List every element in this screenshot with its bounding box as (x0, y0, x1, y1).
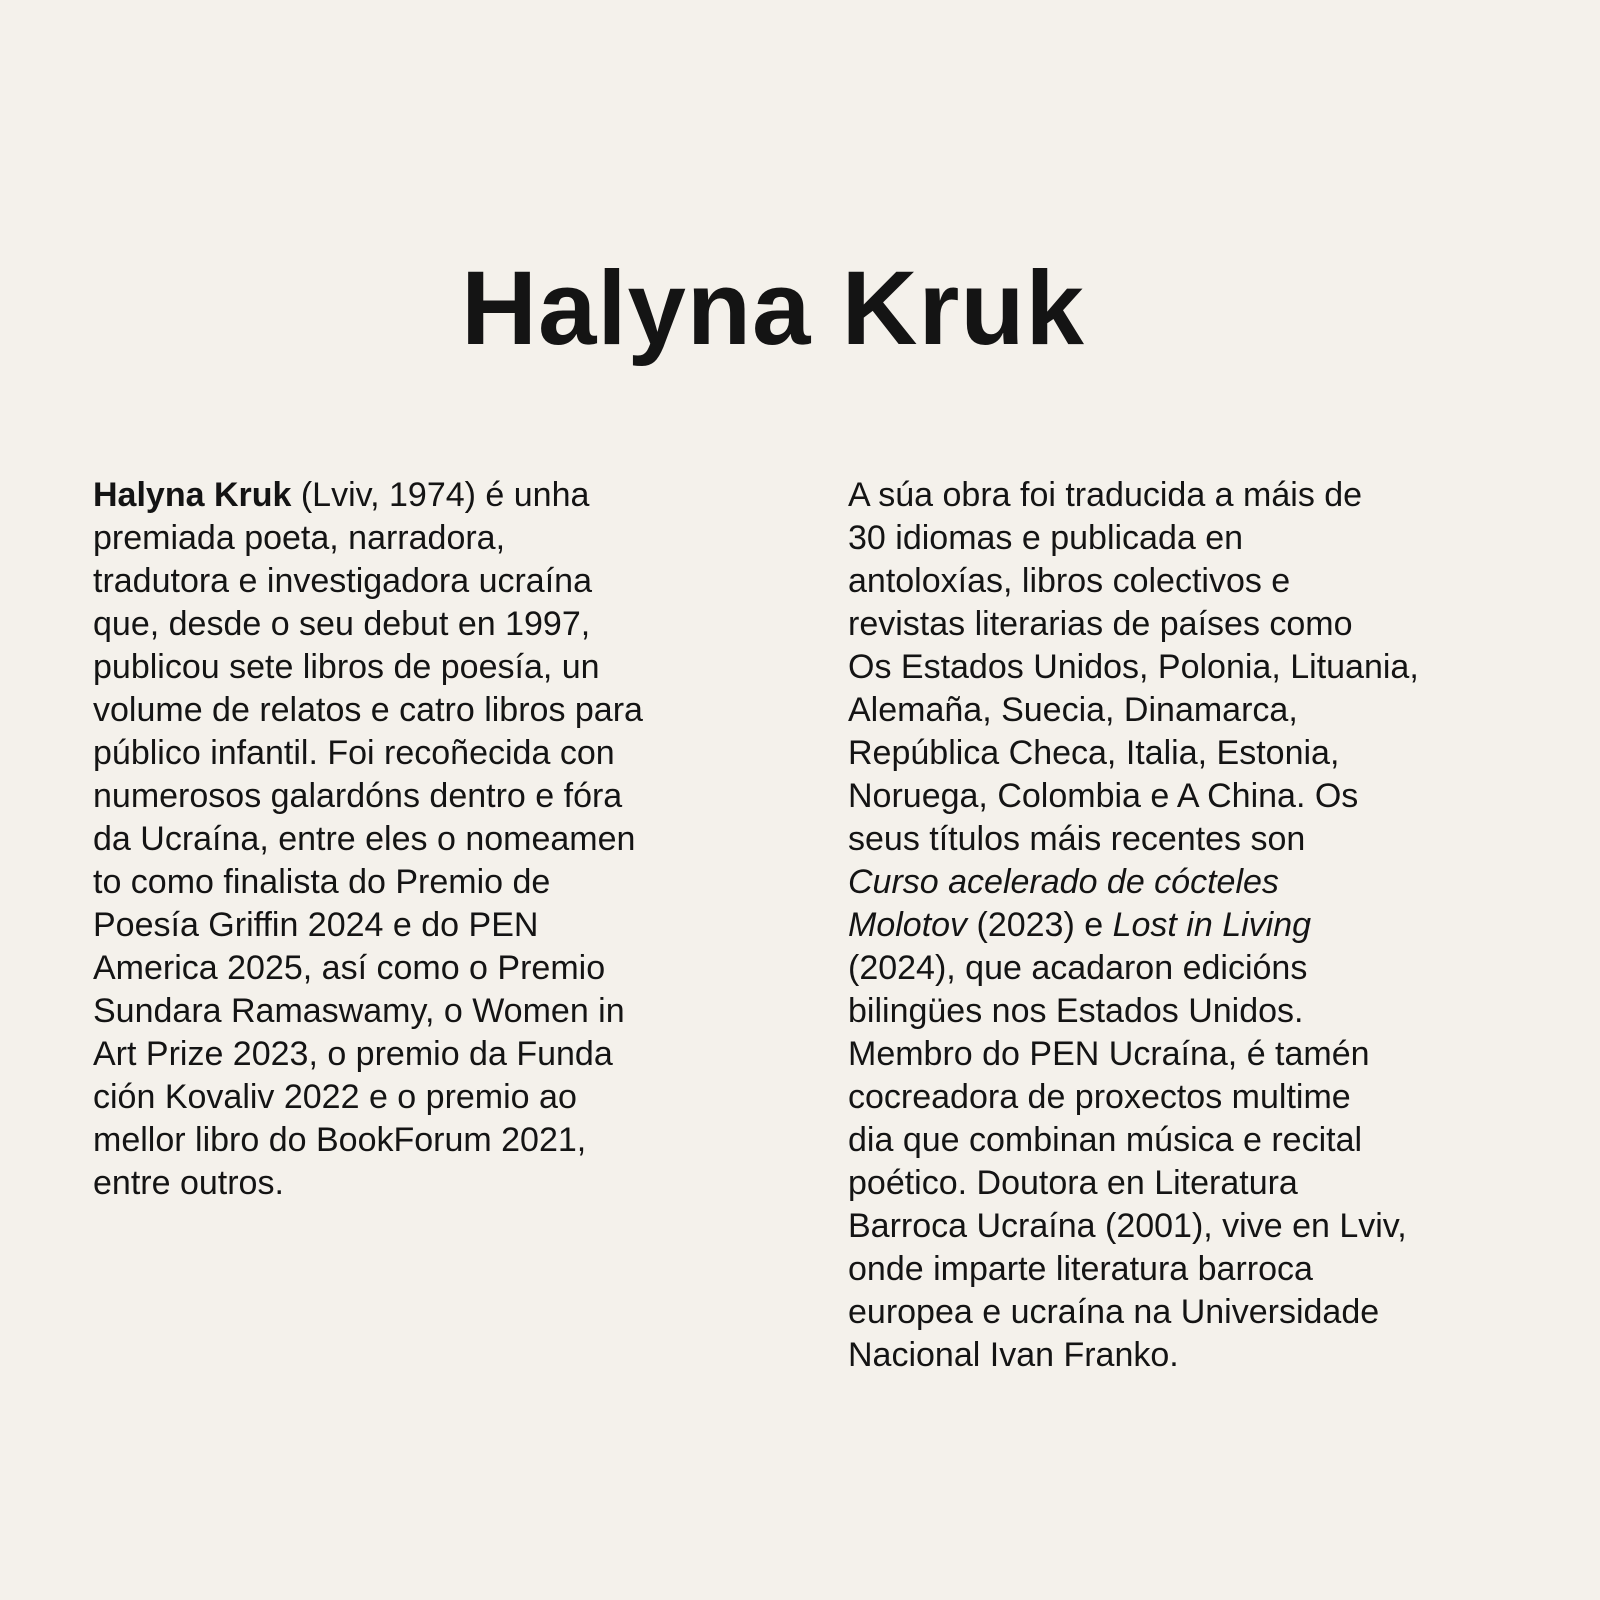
text-segment: antoloxías, libros colectivos e (848, 562, 1291, 600)
text-segment: Poesía Griffin 2024 e do PEN (93, 906, 539, 944)
text-line (848, 603, 1460, 646)
text-segment: (2024), que acadaron edicións (848, 949, 1308, 987)
text-line (848, 1334, 1460, 1377)
text-segment: mellor libro do BookForum 2021, (93, 1121, 587, 1159)
text-segment: onde imparte literatura barroca (848, 1250, 1313, 1288)
text-line (93, 1076, 755, 1119)
text-segment: público infantil. Foi recoñecida con (93, 734, 615, 772)
text-line (848, 904, 1460, 947)
text-segment: entre outros. (93, 1164, 284, 1202)
text-line (848, 1205, 1460, 1248)
text-line (93, 1162, 755, 1205)
text-segment: Barroca Ucraína (2001), vive en Lviv, (848, 1207, 1407, 1245)
text-segment: da Ucraína, entre eles o nomeamen (93, 820, 636, 858)
text-line (93, 1033, 755, 1076)
text-line (848, 1119, 1460, 1162)
text-line (848, 1162, 1460, 1205)
text-line (848, 689, 1460, 732)
text-segment: Nacional Ivan Franko. (848, 1336, 1179, 1374)
text-segment: (Lviv, 1974) é unha (291, 476, 590, 514)
text-line (93, 861, 755, 904)
text-segment: revistas literarias de países como (848, 605, 1353, 643)
text-segment: Molotov (848, 906, 968, 944)
text-segment: premiada poeta, narradora, (93, 519, 506, 557)
text-segment: to como finalista do Premio de (93, 863, 551, 901)
text-line (848, 560, 1460, 603)
text-line (93, 818, 755, 861)
text-segment: publicou sete libros de poesía, un (93, 648, 600, 686)
text-segment: Os Estados Unidos, Polonia, Lituania, (848, 648, 1419, 686)
text-line (848, 517, 1460, 560)
text-segment: A súa obra foi traducida a máis de (848, 476, 1363, 514)
text-segment: dia que combinan música e recital (848, 1121, 1363, 1159)
bio-left-column (93, 474, 755, 1205)
text-line (848, 990, 1460, 1033)
text-line (848, 1076, 1460, 1119)
text-segment: numerosos galardóns dentro e fóra (93, 777, 623, 815)
text-segment: ción Kovaliv 2022 e o premio ao (93, 1078, 577, 1116)
text-segment: cocreadora de proxectos multime (848, 1078, 1351, 1116)
text-line (848, 474, 1460, 517)
text-line (93, 689, 755, 732)
text-line (848, 818, 1460, 861)
text-line (93, 904, 755, 947)
text-line (93, 990, 755, 1033)
text-segment: República Checa, Italia, Estonia, (848, 734, 1340, 772)
text-line (848, 1033, 1460, 1076)
text-line (93, 560, 755, 603)
text-segment: Membro do PEN Ucraína, é tamén (848, 1035, 1370, 1073)
text-segment: (2023) e (967, 906, 1113, 944)
text-line (848, 732, 1460, 775)
text-line (93, 517, 755, 560)
text-segment: Curso acelerado de cócteles (848, 863, 1279, 901)
text-segment: Halyna Kruk (93, 476, 292, 514)
text-line (93, 775, 755, 818)
text-line (848, 1291, 1460, 1334)
text-line (848, 1248, 1460, 1291)
text-segment: Lost in Living (1112, 906, 1312, 944)
text-line (93, 646, 755, 689)
text-segment: Sundara Ramaswamy, o Women in (93, 992, 625, 1030)
text-segment: que, desde o seu debut en 1997, (93, 605, 591, 643)
text-segment: volume de relatos e catro libros para (93, 691, 643, 729)
text-segment: bilingües nos Estados Unidos. (848, 992, 1304, 1030)
text-line (93, 474, 755, 517)
text-line (848, 775, 1460, 818)
text-segment: tradutora e investigadora ucraína (93, 562, 592, 600)
text-line (848, 861, 1460, 904)
text-line (848, 646, 1460, 689)
text-segment: poético. Doutora en Literatura (848, 1164, 1298, 1202)
text-segment: seus títulos máis recentes son (848, 820, 1306, 858)
text-line (93, 732, 755, 775)
text-segment: Alemaña, Suecia, Dinamarca, (848, 691, 1298, 729)
text-line (93, 603, 755, 646)
text-segment: 30 idiomas e publicada en (848, 519, 1244, 557)
text-line (93, 1119, 755, 1162)
text-line (848, 947, 1460, 990)
text-line (93, 947, 755, 990)
text-segment: Noruega, Colombia e A China. Os (848, 777, 1359, 815)
text-segment: Art Prize 2023, o premio da Funda (93, 1035, 613, 1073)
text-segment: europea e ucraína na Universidade (848, 1293, 1380, 1331)
text-segment: America 2025, así como o Premio (93, 949, 606, 987)
bio-right-column (848, 474, 1460, 1377)
page-title: Halyna Kruk (461, 250, 1085, 368)
